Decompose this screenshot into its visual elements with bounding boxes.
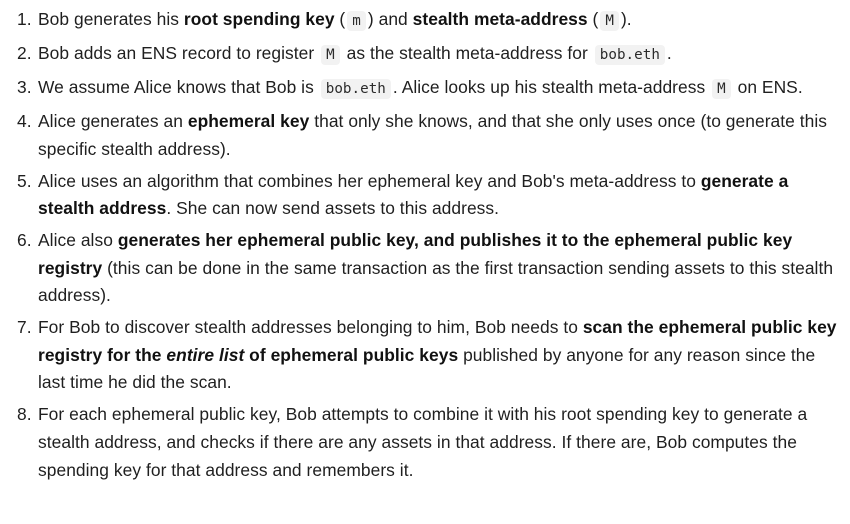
body-text: Alice generates an bbox=[38, 110, 188, 131]
list-item-number: 3. bbox=[17, 76, 32, 97]
list-item-number: 8. bbox=[17, 404, 32, 425]
inline-code: m bbox=[347, 11, 366, 31]
list-item bbox=[0, 314, 850, 397]
list-item-number: 2. bbox=[17, 42, 32, 63]
body-text: Bob generates his bbox=[38, 9, 184, 29]
bold-text: scan the ephemeral public key registry for the bbox=[38, 317, 837, 365]
list-item-number: 4. bbox=[17, 110, 32, 131]
body-text: We assume Alice knows that Bob is bbox=[38, 76, 319, 97]
body-text: ( bbox=[587, 9, 599, 29]
list-item-number: 7. bbox=[17, 317, 32, 338]
inline-code: bob.eth bbox=[321, 79, 391, 99]
body-text: For each ephemeral public key, Bob attempts to combine it with his root spending key to generate a stealth address, and checks if there are any assets in that address. If there are, Bob computes the spending key for that address and remembers it. bbox=[38, 404, 808, 480]
inline-code: bob.eth bbox=[595, 45, 665, 65]
list-item-number: 5. bbox=[17, 170, 32, 191]
inline-code: M bbox=[600, 11, 619, 31]
body-text: Bob adds an ENS record to register bbox=[38, 42, 320, 63]
inline-code: M bbox=[712, 79, 731, 99]
body-text: published by anyone for any reason since the last time he did the scan. bbox=[38, 344, 816, 393]
body-text: Alice uses an algorithm that combines her ephemeral key and Bob's meta-address to bbox=[38, 170, 701, 191]
list-item bbox=[0, 168, 850, 223]
bold-text: stealth meta-address bbox=[412, 9, 588, 29]
emphasis-wrapper bbox=[166, 345, 244, 365]
body-text: . She can now send assets to this address. bbox=[166, 198, 500, 219]
body-text: (this can be done in the same transaction as the first transaction sending assets to this stealth address). bbox=[38, 257, 834, 306]
inline-code: M bbox=[321, 45, 340, 65]
body-text: on ENS. bbox=[732, 76, 803, 97]
bold-text: root spending key bbox=[183, 9, 335, 29]
body-text: that only she knows, and that she only uses once (to generate this specific stealth address). bbox=[38, 110, 827, 159]
list-item bbox=[0, 108, 850, 163]
list-item bbox=[0, 6, 850, 36]
list-item bbox=[0, 227, 850, 310]
bold-text: of ephemeral public keys bbox=[244, 344, 459, 365]
bold-text: generates her ephemeral public key, and publishes it to the ephemeral public key registry bbox=[38, 230, 793, 278]
list-item-number: 6. bbox=[17, 230, 32, 251]
list-item bbox=[0, 40, 850, 70]
body-text: as the stealth meta-address for bbox=[341, 42, 593, 63]
list-item bbox=[0, 401, 850, 484]
bold-italic-text: entire list bbox=[166, 344, 245, 365]
bold-text: ephemeral key bbox=[187, 110, 310, 131]
body-text: ). bbox=[620, 9, 632, 29]
list-item bbox=[0, 74, 850, 104]
list-item-number: 1. bbox=[17, 9, 32, 29]
body-text: . bbox=[666, 42, 672, 63]
bold-text: generate a stealth address bbox=[38, 170, 789, 219]
body-text: Alice also bbox=[38, 230, 118, 251]
body-text: . Alice looks up his stealth meta-address bbox=[392, 76, 711, 97]
body-text: For Bob to discover stealth addresses belonging to him, Bob needs to bbox=[38, 317, 583, 338]
body-text: ) and bbox=[367, 9, 413, 29]
body-text: ( bbox=[334, 9, 346, 29]
